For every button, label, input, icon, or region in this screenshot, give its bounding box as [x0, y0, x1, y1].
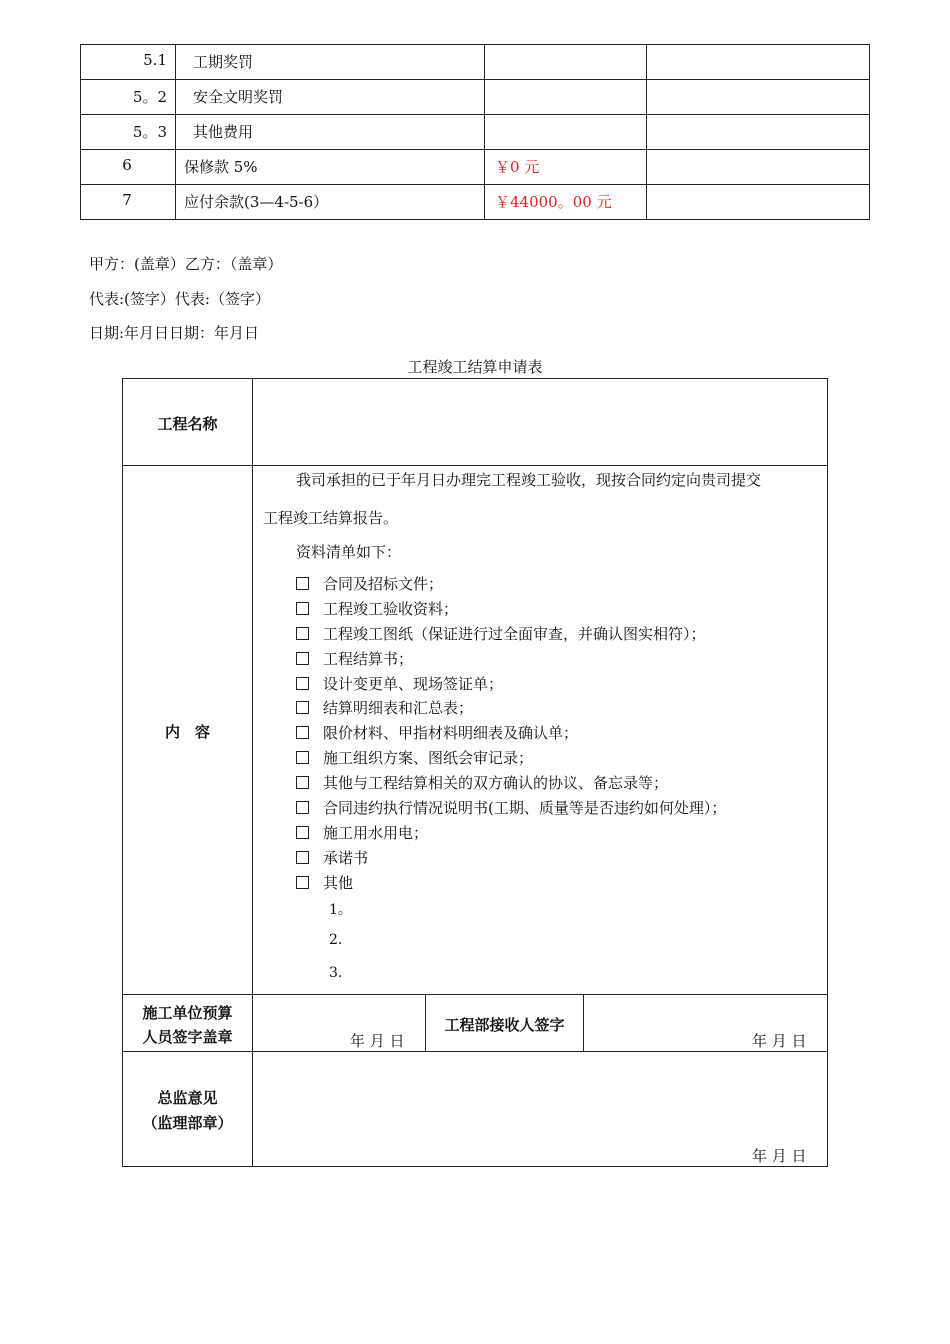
row-number: 7 [122, 191, 132, 209]
row-amount [495, 45, 646, 51]
supervisor-date: 年 月 日 [752, 1147, 807, 1165]
table-row [81, 115, 870, 150]
row-note [647, 185, 869, 191]
checkbox-icon[interactable] [296, 602, 309, 615]
checklist-item[interactable]: 其他 [296, 872, 353, 893]
row-note [647, 115, 869, 121]
intro-line-1: 我司承担的已于年月日办理完工程竣工验收，现按合同约定向贵司提交 [296, 471, 762, 489]
row-number: 5。2 [132, 88, 167, 106]
checkbox-icon[interactable] [296, 751, 309, 764]
row-amount [495, 80, 646, 86]
checklist-item[interactable]: 施工组织方案、图纸会审记录； [296, 747, 533, 768]
intro-line-2: 工程竣工结算报告。 [263, 509, 399, 527]
row-amount: ￥0 元 [495, 158, 540, 176]
supervisor-label-line2: （监理部章） [142, 1114, 233, 1132]
form-divider [252, 378, 253, 1167]
date-line: 日期:年月日日期：年月日 [89, 324, 260, 342]
checkbox-icon[interactable] [296, 627, 309, 640]
checklist-item[interactable]: 合同违约执行情况说明书(工期、质量等是否违约如何处理）； [296, 797, 726, 818]
list-heading: 资料清单如下： [296, 543, 402, 561]
checkbox-icon[interactable] [296, 701, 309, 714]
row-amount: ￥44000。00 元 [495, 193, 612, 211]
row-number: 5。3 [132, 123, 167, 141]
contractor-label-line1: 施工单位预算 [142, 1004, 233, 1022]
row-number: 5.1 [143, 51, 167, 69]
checklist-item[interactable]: 工程结算书； [296, 648, 413, 669]
checkbox-icon[interactable] [296, 677, 309, 690]
row-item: 其他费用 [193, 123, 254, 141]
supervisor-label-line1: 总监意见 [157, 1089, 218, 1107]
checkbox-icon[interactable] [296, 851, 309, 864]
table-row [81, 80, 870, 115]
checkbox-icon[interactable] [296, 577, 309, 590]
other-item-number: 1。 [329, 902, 352, 918]
row-note [647, 80, 869, 86]
checklist-item[interactable]: 承诺书 [296, 847, 368, 868]
contractor-date: 年 月 日 [350, 1032, 405, 1050]
receiver-date: 年 月 日 [752, 1032, 807, 1050]
row-amount [495, 115, 646, 121]
checkbox-icon[interactable] [296, 876, 309, 889]
form-divider [122, 1051, 828, 1052]
checklist-item[interactable]: 结算明细表和汇总表； [296, 697, 473, 718]
checkbox-icon[interactable] [296, 826, 309, 839]
row-note [647, 45, 869, 51]
form-title: 工程竣工结算申请表 [407, 358, 543, 376]
table-row [81, 45, 870, 80]
checklist-item[interactable]: 施工用水用电； [296, 822, 428, 843]
checklist-item[interactable]: 工程竣工图纸（保证进行过全面审查，并确认图实相符）； [296, 623, 706, 644]
table-row [81, 185, 870, 220]
form-divider [583, 994, 584, 1051]
checkbox-icon[interactable] [296, 652, 309, 665]
checklist-item[interactable]: 限价材料、甲指材料明细表及确认单； [296, 722, 578, 743]
party-seal-line: 甲方：(盖章）乙方：（盖章） [89, 255, 283, 273]
row-note [647, 150, 869, 156]
row-number: 6 [122, 156, 132, 174]
row-item: 工期奖罚 [193, 53, 254, 71]
checklist-item[interactable]: 工程竣工验收资料； [296, 598, 458, 619]
checklist-item[interactable]: 其他与工程结算相关的双方确认的协议、备忘录等； [296, 772, 668, 793]
representative-line: 代表:(签字）代表:（签字） [89, 290, 270, 308]
fee-table [80, 44, 870, 220]
checkbox-icon[interactable] [296, 726, 309, 739]
other-item-number: 3. [329, 965, 343, 981]
receiver-label: 工程部接收人签字 [444, 1016, 565, 1034]
row-item: 应付余款(3—4-5-6） [184, 193, 329, 211]
checkbox-icon[interactable] [296, 776, 309, 789]
project-name-label: 工程名称 [157, 415, 218, 433]
row-item: 安全文明奖罚 [193, 88, 284, 106]
row-item: 保修款 5% [184, 158, 258, 176]
checkbox-icon[interactable] [296, 801, 309, 814]
form-divider [122, 465, 828, 466]
table-row [81, 150, 870, 185]
other-item-number: 2. [329, 932, 343, 948]
checklist-item[interactable]: 合同及招标文件； [296, 573, 443, 594]
form-divider [122, 994, 828, 995]
checklist-item[interactable]: 设计变更单、现场签证单； [296, 673, 503, 694]
contractor-label-line2: 人员签字盖章 [142, 1028, 233, 1046]
content-label: 内 容 [164, 723, 210, 741]
